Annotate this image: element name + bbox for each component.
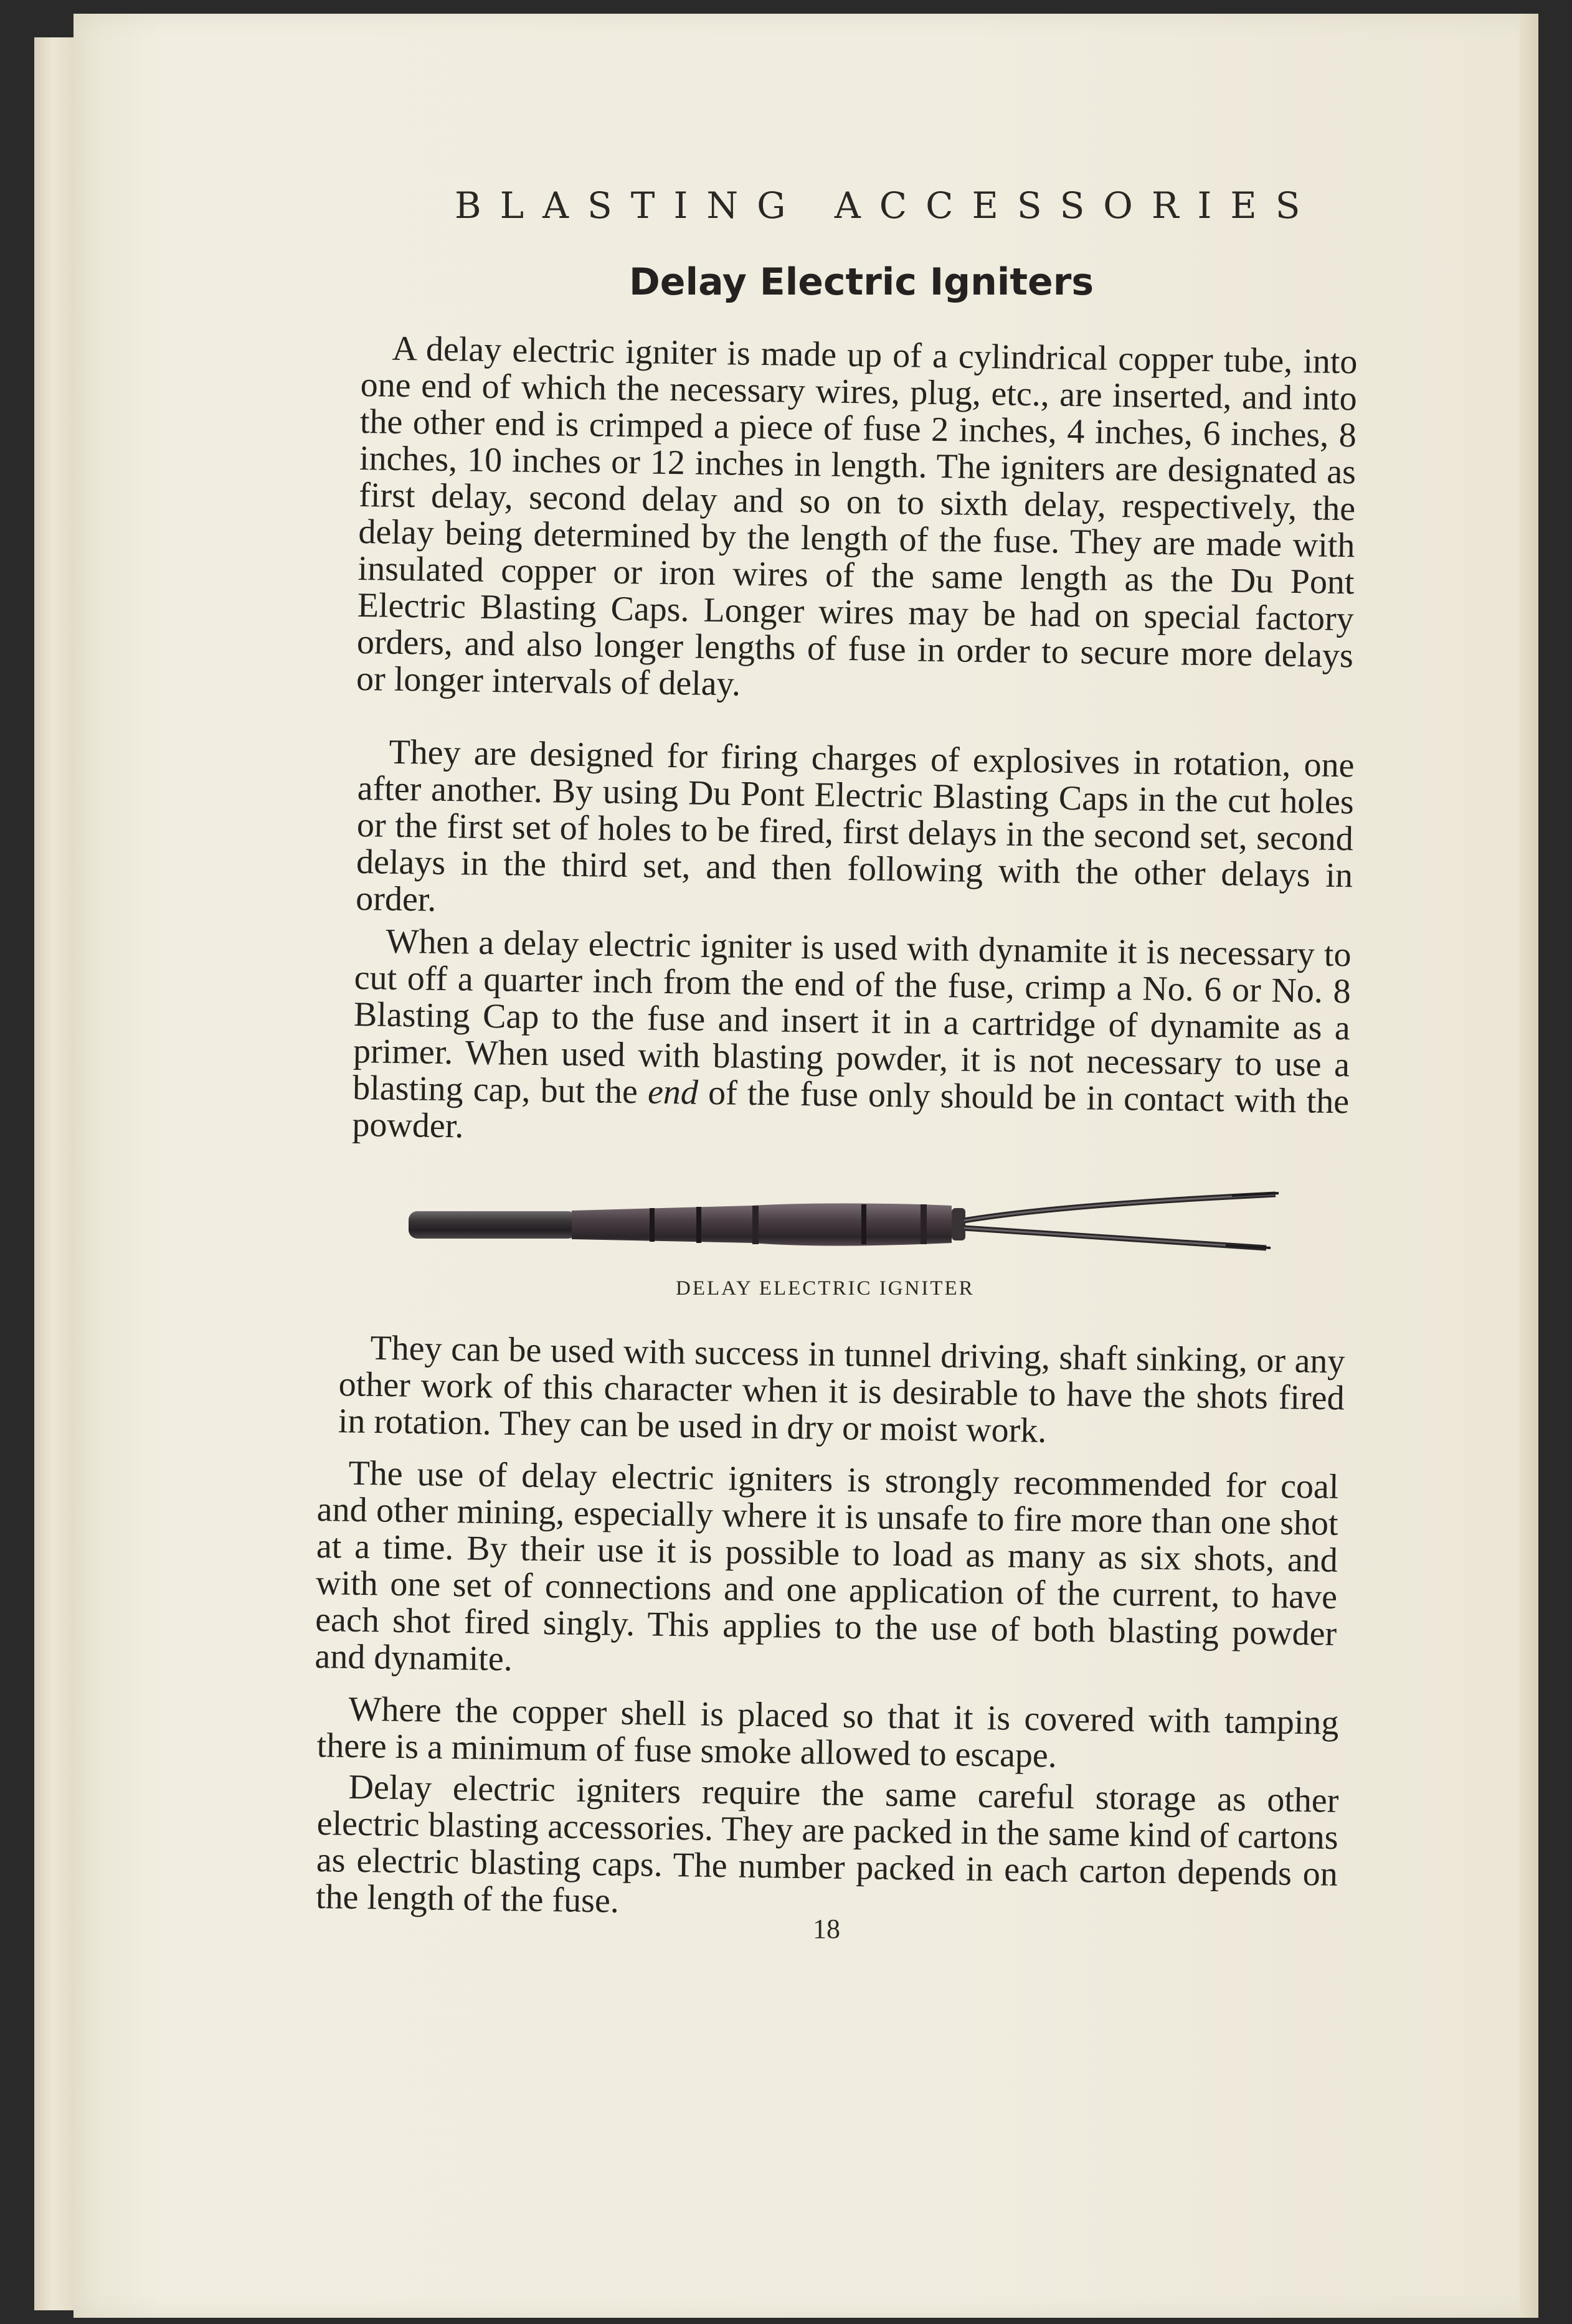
page-title: Delay Electric Igniters bbox=[629, 260, 1094, 304]
paragraph-3-text-after: of the fuse only should be in contact with the powder. bbox=[352, 1073, 1350, 1146]
delay-electric-igniter-illustration bbox=[404, 1177, 1288, 1264]
running-head: BLASTING ACCESSORIES bbox=[455, 184, 1319, 227]
paragraph-3-text-before: When a delay electric igniter is used with dynamite it is necessary to cut off a quarter inch from the end of the fuse, crimp a No. 6 or No. 8 Blasting Cap to the fuse and insert it in a cartridge of dynamite as a primer. When used with blasting powder, it is not necessary to use a blasting cap, but the bbox=[352, 922, 1352, 1112]
copper-shell bbox=[572, 1203, 965, 1245]
paragraph-1-text: A delay electric igniter is made up of a cylindrical copper tube, into one end of which the necessary wires, plug, etc., are inserted, and into the other end is crimped a piece of fuse 2 inches, 4 inches, 6 inches, 8 inches, 10 inches or 12 inches in length. The igniters are designated as first delay, second delay and so on to sixth delay, respectively, the delay being determined by the length of the fuse. They are made with insulated copper or iron wires of the same length as the Du Pont Electric Blasting Caps. Longer wires may be had on special factory orders, and also longer lengths of fuse in order to secure more delays or longer intervals of delay. bbox=[356, 329, 1358, 704]
paragraph-6-text: Where the copper shell is placed so that it is covered with tamping there is a minimum of fuse smoke allowed to escape. bbox=[316, 1689, 1339, 1775]
paragraph-6 bbox=[316, 1691, 1338, 1778]
lead-wires bbox=[964, 1193, 1279, 1248]
figure-caption: DELAY ELECTRIC IGNITER bbox=[676, 1277, 975, 1300]
paragraph-2-text: They are designed for firing charges of explosives in rotation, one after another. By using Du Pont Electric Blasting Caps in the cut holes or the first set of holes to be fired, first delays in the second set, second delays in the third set, and then following with the other delays in order. bbox=[355, 732, 1355, 919]
paragraph-7-text: Delay electric igniters require the same careful storage as other electric blasting accessories. They are packed in the same kind of cartons as electric blasting caps. The number packed in each carton depends on the length of the fuse. bbox=[315, 1767, 1339, 1920]
paragraph-2 bbox=[356, 734, 1355, 931]
fuse-segment bbox=[409, 1211, 577, 1239]
paragraph-7 bbox=[316, 1769, 1339, 1930]
book-binding bbox=[34, 37, 75, 2310]
paragraph-5 bbox=[315, 1455, 1339, 1689]
paragraph-5-text: The use of delay electric igniters is strongly recommended for coal and other mining, especially where it is unsafe to fire more than one shot at a time. By their use it is possible to load as many as six shots, and with one set of connections and one application of the current, to have each shot fired singly. This applies to the use of both blasting powder and dynamite. bbox=[315, 1453, 1339, 1679]
paragraph-4-text: They can be used with success in tunnel driving, shaft sinking, or any other work of this character when it is desirable to have the shots fired in rotation. They can be used in dry or moist work. bbox=[338, 1328, 1345, 1450]
paragraph-3 bbox=[352, 923, 1352, 1157]
paragraph-3-emphasis: end bbox=[647, 1072, 699, 1112]
page-edge bbox=[1520, 14, 1538, 2318]
paragraph-1 bbox=[356, 330, 1358, 711]
paragraph-4 bbox=[338, 1330, 1345, 1454]
page-number: 18 bbox=[813, 1914, 840, 1944]
